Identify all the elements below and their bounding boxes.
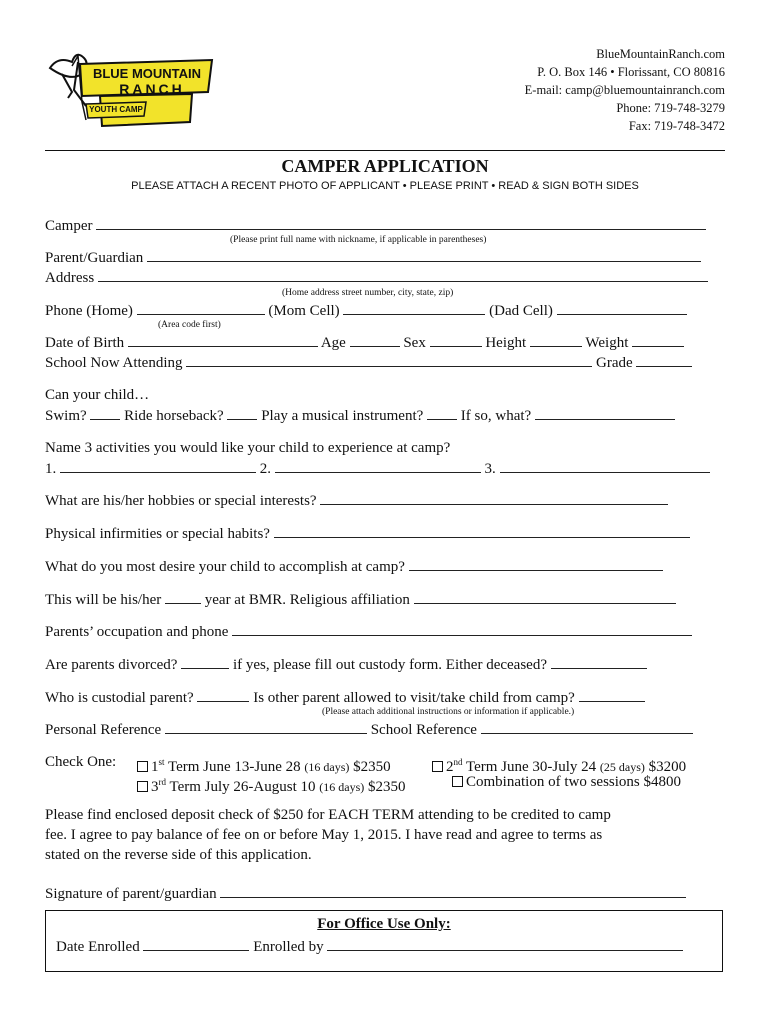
activity-2-label: 2.: [259, 461, 271, 477]
custodial-field[interactable]: [197, 688, 249, 702]
school-ref-field[interactable]: [481, 720, 693, 734]
mom-cell-label: (Mom Cell): [268, 303, 340, 319]
dad-cell-field[interactable]: [557, 301, 687, 315]
contact-phone: Phone: 719-748-3279: [616, 101, 725, 115]
hobbies-row: [45, 491, 668, 510]
school-label: School Now Attending: [45, 355, 183, 371]
office-use-title: For Office Use Only:: [317, 916, 451, 932]
year-field[interactable]: [165, 590, 201, 604]
can-child-label: Can your child…: [45, 387, 150, 403]
parent-field[interactable]: [147, 248, 701, 262]
sex-label: Sex: [403, 335, 426, 351]
hobbies-label: What are his/her hobbies or special interests?: [45, 493, 317, 509]
ride-label: Ride horseback?: [124, 408, 224, 424]
divorced-label: Are parents divorced?: [45, 657, 178, 673]
personal-ref-field[interactable]: [165, 720, 367, 734]
deceased-field[interactable]: [551, 655, 647, 669]
logo-line3: YOUTH CAMP: [89, 105, 143, 114]
date-enrolled-label: Date Enrolled: [56, 939, 140, 955]
occupation-field[interactable]: [232, 622, 692, 636]
accomplish-field[interactable]: [409, 557, 663, 571]
custodial-label: Who is custodial parent?: [45, 690, 194, 706]
divorced-field[interactable]: [181, 655, 229, 669]
activity-2-field[interactable]: [275, 459, 481, 473]
year-row: [45, 590, 676, 609]
combo-option[interactable]: Combination of two sessions $4800: [452, 773, 681, 791]
dob-field[interactable]: [128, 333, 318, 347]
check-one-label: Check One:: [45, 754, 117, 770]
term-2-checkbox[interactable]: [432, 761, 443, 772]
occupation-label: Parents’ occupation and phone: [45, 624, 229, 640]
date-enrolled-field[interactable]: [143, 937, 249, 951]
instrument-label: Play a musical instrument?: [261, 408, 424, 424]
year-label-b: year at BMR. Religious affiliation: [204, 592, 410, 608]
personal-ref-label: Personal Reference: [45, 722, 162, 738]
infirmities-row: [45, 524, 690, 543]
skills-row: [45, 406, 675, 425]
hobbies-field[interactable]: [320, 491, 668, 505]
signature-row: [45, 884, 686, 903]
contact-address: P. O. Box 146 • Florissant, CO 80816: [537, 65, 725, 79]
what-label: If so, what?: [460, 408, 532, 424]
occupation-row: [45, 622, 692, 641]
camper-note: (Please print full name with nickname, if applicable in parentheses): [230, 235, 487, 245]
address-label: Address: [45, 270, 95, 286]
school-field[interactable]: [186, 353, 592, 367]
dad-cell-label: (Dad Cell): [489, 303, 553, 319]
page-title: CAMPER APPLICATION: [281, 156, 489, 176]
contact-site: BlueMountainRanch.com: [596, 47, 725, 61]
activities-row: [45, 459, 710, 478]
activity-1-field[interactable]: [60, 459, 256, 473]
age-field[interactable]: [350, 333, 400, 347]
address-field[interactable]: [98, 268, 708, 282]
office-row: [56, 937, 683, 956]
term-3-option[interactable]: 3rd Term July 26-August 10 (16 days) $2350: [137, 773, 406, 796]
what-field[interactable]: [535, 406, 675, 420]
phone-home-label: Phone (Home): [45, 303, 133, 319]
attach-note: (Please attach additional instructions or information if applicable.): [322, 707, 575, 717]
phone-note: (Area code first): [158, 320, 221, 330]
camper-field[interactable]: [96, 216, 706, 230]
dob-row: [45, 333, 684, 352]
infirmities-label: Physical infirmities or special habits?: [45, 526, 270, 542]
instrument-field[interactable]: [427, 406, 457, 420]
enrolled-by-field[interactable]: [327, 937, 683, 951]
activity-3-label: 3.: [484, 461, 496, 477]
dob-label: Date of Birth: [45, 335, 125, 351]
contact-block: [525, 45, 725, 135]
logo-line1: BLUE MOUNTAIN: [92, 66, 202, 81]
header-divider: [45, 150, 725, 151]
combo-checkbox[interactable]: [452, 776, 463, 787]
deposit-line-1: Please find enclosed deposit check of $250 for EACH TERM attending to be credited to camp: [45, 807, 611, 823]
parent-label: Parent/Guardian: [45, 250, 144, 266]
deposit-line-3: stated on the reverse side of this application.: [45, 847, 312, 863]
term-2-option[interactable]: 2nd Term June 30-July 24 (25 days) $3200: [432, 753, 686, 776]
school-ref-label: School Reference: [370, 722, 477, 738]
year-label-a: This will be his/her: [45, 592, 162, 608]
visit-field[interactable]: [579, 688, 645, 702]
religion-field[interactable]: [414, 590, 676, 604]
term-1-option[interactable]: 1st Term June 13-June 28 (16 days) $2350: [137, 753, 391, 776]
age-label: Age: [320, 335, 346, 351]
ranch-logo: [42, 46, 217, 136]
height-label: Height: [485, 335, 527, 351]
swim-field[interactable]: [90, 406, 120, 420]
grade-label: Grade: [596, 355, 633, 371]
activities-label: Name 3 activities you would like your child to experience at camp?: [45, 440, 451, 456]
reference-row: [45, 720, 693, 739]
term-1-checkbox[interactable]: [137, 761, 148, 772]
address-note: (Home address street number, city, state, zip): [282, 288, 454, 298]
deposit-line-2: fee. I agree to pay balance of fee on or before May 1, 2015. I have read and agree to terms as: [45, 827, 603, 843]
signature-field[interactable]: [220, 884, 686, 898]
height-field[interactable]: [530, 333, 582, 347]
swim-label: Swim?: [45, 408, 87, 424]
phone-row: [45, 301, 687, 320]
contact-fax: Fax: 719-748-3472: [628, 119, 725, 133]
camper-row: [45, 216, 706, 235]
ride-field[interactable]: [227, 406, 257, 420]
custodial-row: [45, 688, 645, 707]
weight-label: Weight: [585, 335, 629, 351]
custody-label: if yes, please fill out custody form. Either deceased?: [232, 657, 547, 673]
camper-label: Camper: [45, 218, 93, 234]
school-row: [45, 353, 692, 372]
parent-row: [45, 248, 701, 267]
weight-field[interactable]: [632, 333, 684, 347]
visit-label: Is other parent allowed to visit/take child from camp?: [253, 690, 575, 706]
accomplish-row: [45, 557, 663, 576]
sex-field[interactable]: [430, 333, 482, 347]
office-use-box: [45, 910, 723, 972]
logo-line2: RANCH: [119, 81, 185, 97]
signature-label: Signature of parent/guardian: [45, 886, 217, 902]
activity-1-label: 1.: [45, 461, 57, 477]
term-3-checkbox[interactable]: [137, 781, 148, 792]
address-row: [45, 268, 708, 287]
phone-home-field[interactable]: [137, 301, 265, 315]
activity-3-field[interactable]: [500, 459, 710, 473]
contact-email: E-mail: camp@bluemountainranch.com: [524, 83, 725, 97]
grade-field[interactable]: [636, 353, 692, 367]
accomplish-label: What do you most desire your child to accomplish at camp?: [45, 559, 405, 575]
enrolled-by-label: Enrolled by: [253, 939, 324, 955]
page-subtitle: PLEASE ATTACH A RECENT PHOTO OF APPLICANT • PLEASE PRINT • READ & SIGN BOTH SIDES: [131, 180, 639, 192]
divorced-row: [45, 655, 647, 674]
mom-cell-field[interactable]: [343, 301, 485, 315]
infirmities-field[interactable]: [274, 524, 690, 538]
